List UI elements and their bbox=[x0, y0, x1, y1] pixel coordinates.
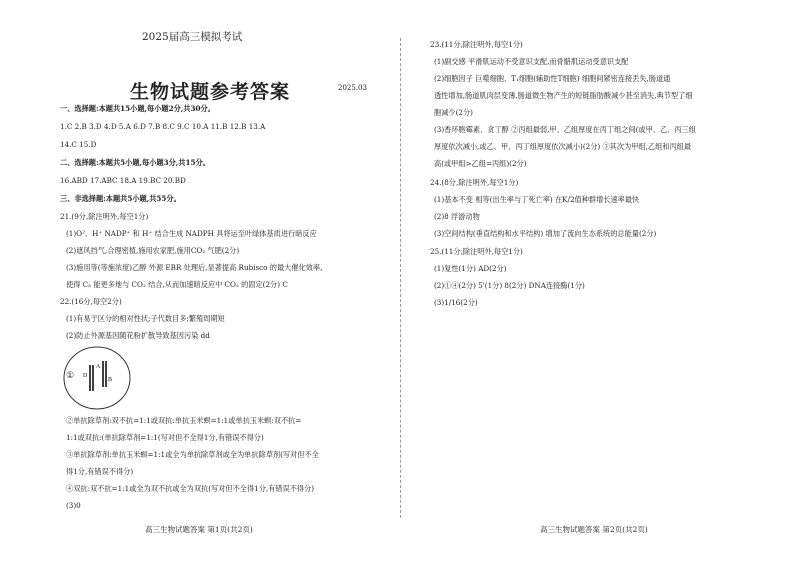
q23-answer-7: 高(或甲组>乙组=丙组)(2分) bbox=[434, 159, 527, 168]
section-1-answers-line2: 14.C 15.D bbox=[60, 140, 97, 149]
q22-answer-8: (3)0 bbox=[66, 501, 81, 510]
q23-heading: 23.(11分,除注明外,每空1分) bbox=[430, 40, 523, 49]
exam-super-title: 2025届高三模拟考试 bbox=[142, 31, 243, 43]
q25-answer-2: (2)①④(2分) 5'(1分) 8(2分) DNA连接酶(1分) bbox=[434, 281, 585, 290]
q25-answer-1: (1)复性(1分) AD(2分) bbox=[434, 264, 507, 273]
q22-circled-number: ① bbox=[66, 371, 75, 381]
gene-label-a: A bbox=[96, 364, 101, 370]
answer-page-2 bbox=[404, 0, 800, 565]
cell-chromosome-diagram bbox=[62, 345, 132, 411]
q22-answer-2: (2)防止外源基因随花粉扩散导致基因污染 dd bbox=[66, 331, 210, 340]
q23-answer-3: 透性增加,肠道肌肉层变薄,肠道微生物产生的短链脂肪酸减少甚至消失,典节型了细 bbox=[434, 91, 693, 100]
q22-answer-6: 得1分,有错误不得分) bbox=[66, 467, 134, 476]
q24-heading: 24.(8分,除注明外,每空1分) bbox=[430, 178, 519, 187]
exam-date: 2025.03 bbox=[338, 84, 367, 92]
page-divider bbox=[400, 38, 401, 518]
q21-answer-3: (3)施用等(等施浓度)乙醇 外源 EBR 处理后,显著提高 Rubisco 的最大催化效率, bbox=[66, 263, 323, 272]
page-footer-1: 高三生物试题答案 第1页(共2页) bbox=[145, 525, 253, 534]
q24-answer-2: (2)8 浮游动物 bbox=[434, 212, 480, 221]
q21-answer-4: 使得 C₅ 能更多地与 CO₂ 结合,从而加速暗反应中 CO₂ 的固定(2分) C bbox=[66, 280, 288, 289]
q21-answer-2: (2)遮风挡气,合理密植,施用农家肥,施用CO₂ 气肥(2分) bbox=[66, 246, 240, 255]
q22-answer-3: ②单抗除草剂:双不抗=1:1或双抗:单抗玉米螟=1:1或单抗玉米螟:双不抗= bbox=[66, 416, 302, 425]
q23-answer-6: 厚度依次减小,或乙、甲、丙丁组厚度依次减小)(2分) ③其次为甲组,乙组和丙组最 bbox=[434, 142, 692, 151]
q22-answer-1: (1)有易于区分的相对性状;子代数目多;繁殖周期短 bbox=[66, 314, 225, 323]
page-footer-2: 高三生物试题答案 第2页(共2页) bbox=[540, 525, 648, 534]
q22-answer-5: ③单抗除草剂:单抗玉米螟=1:1或全为单抗除草剂或全为单抗除草剂(写对但不全 bbox=[66, 450, 319, 459]
q24-answer-3: (3)空间结构(垂直结构和水平结构) 增加了流向生态系统的总能量(2分) bbox=[434, 229, 657, 238]
q25-answer-3: (3)1/16(2分) bbox=[434, 298, 478, 307]
q21-answer-1: (1)O²、H⁺ NADP⁺ 和 H⁺ 结合生成 NADPH 具将运至叶绿体基质进行暗反应 bbox=[66, 229, 317, 238]
q24-answer-1: (1)基本不变 相等(出生率与丁死亡率) 在K/2值种群增长速率最快 bbox=[434, 195, 640, 204]
q25-heading: 25.(11分,除注明外,每空1分) bbox=[430, 247, 523, 256]
gene-label-b: B bbox=[108, 377, 113, 383]
q23-answer-4: 胞减少(2分) bbox=[434, 108, 473, 117]
q23-answer-2: (2)细胞因子 巨噬细胞、T₁细胞(辅助性T细胞) 细胞间紧密连接丢失,肠道通 bbox=[434, 74, 671, 83]
q22-heading: 22.(16分,每空2分) bbox=[60, 297, 122, 306]
q23-answer-5: (3)香环胞霉素、贪丁醇 ②丙组最弱,甲、乙组厚度在丙丁组之间(或甲、乙、丙三组 bbox=[434, 125, 696, 134]
gene-label-d: D bbox=[83, 373, 88, 379]
q23-answer-1: (1)副交感 平滑肌运动不受意识支配,而骨骼肌运动受意识支配 bbox=[434, 57, 629, 66]
section-3-heading: 三、非选择题:本题共5小题,共55分。 bbox=[60, 194, 181, 203]
cell-outline bbox=[64, 347, 130, 409]
section-2-heading: 二、选择题:本题共5小题,每小题3分,共15分。 bbox=[60, 158, 210, 167]
section-2-answers: 16.ABD 17.ABC 18.A 19.BC 20.BD bbox=[60, 176, 186, 185]
section-1-answers-line1: 1.C 2.B 3.D 4.D 5.A 6.D 7.B 8.C 9.C 10.A 11.B 12.B 13.A bbox=[60, 122, 266, 131]
q22-answer-4: 1:1或双抗:(单抗除草剂=1:1(写对但不全得1分,有错误不得分) bbox=[66, 433, 264, 442]
q22-answer-7: ④双抗:双不抗=1:1或全为双不抗或全为双抗(写对但不全得1分,有错误不得分) bbox=[66, 484, 315, 493]
q21-heading: 21.(9分,除注明外,每空1分) bbox=[60, 212, 149, 221]
section-1-heading: 一、选择题:本题共15小题,每小题2分,共30分。 bbox=[60, 104, 215, 113]
page-title: 生物试题参考答案 bbox=[130, 81, 291, 103]
